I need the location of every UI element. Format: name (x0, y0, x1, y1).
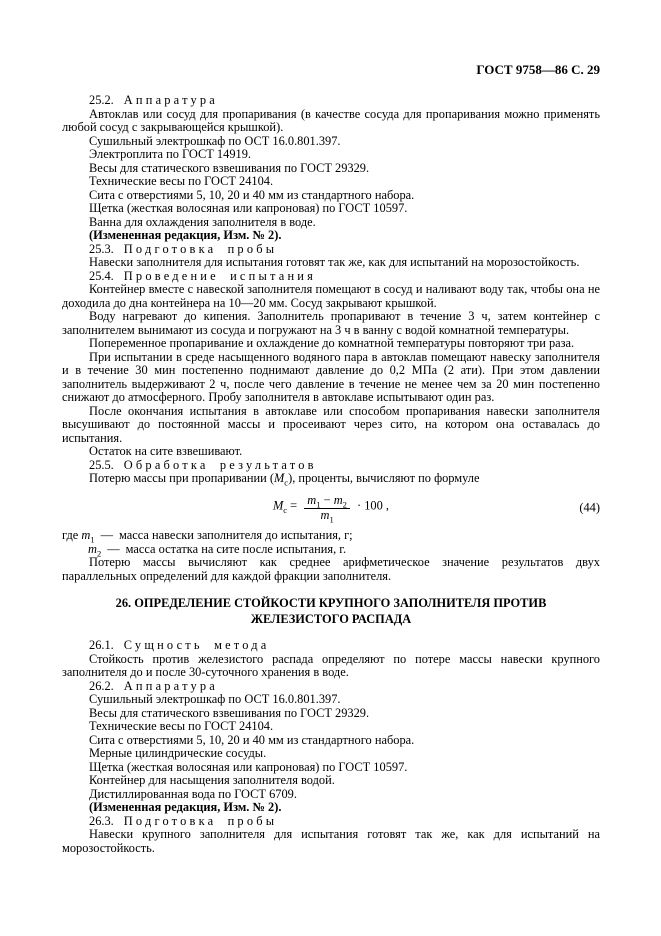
section-26-title-line-1: 26. ОПРЕДЕЛЕНИЕ СТОЙКОСТИ КРУПНОГО ЗАПОЛНИТЕЛЯ ПРОТИВ (115, 596, 547, 611)
clause-number: 25.5. (89, 457, 114, 472)
math-sub: 2 (96, 548, 102, 559)
amendment-note-2: (Измененная редакция, Изм. № 2). (89, 800, 282, 815)
paragraph-autoclave: Автоклав или сосуд для пропаривания (в качестве сосуда для пропаривания можно применять любой сосуд с закрывающейся крышкой). (62, 106, 600, 134)
paragraph-autoclave-test: При испытании в среде насыщенного водяного пара в автоклав помещают навеску заполнителя и в течение 30 мин постепенно поднимают давление до 0,2 МПа (2 ати). При этом давлении заполнитель выдерживают 2 ч, после чего давление в течение не менее чем за 20 мин постепенно снижают до атмосферного. Пробу заполнителя в автоклаве испытывают один раз. (62, 349, 600, 404)
math-var: М (273, 471, 285, 485)
clause-heading-26-1 (62, 639, 600, 653)
clause-heading-25-5 (62, 459, 600, 473)
text-run: масса навески заполнителя до испытания, г; (118, 528, 353, 543)
dash: — (100, 528, 113, 543)
paragraph-formula-intro (62, 472, 600, 486)
clause-title: Аппаратура (123, 678, 219, 693)
minus-sign: − (323, 492, 331, 507)
clause-heading-25-3 (62, 243, 600, 257)
paragraph-distilled-water: Дистиллированная вода по ГОСТ 6709. (89, 786, 297, 801)
paragraph-drying-oven-2: Сушильный электрошкаф по ОСТ 16.0.801.397. (89, 692, 341, 707)
paragraph-static-scales-2: Весы для статического взвешивания по ГОСТ 29329. (89, 705, 370, 720)
math-sub: 2 (342, 498, 347, 509)
clause-title: Проведение испытания (123, 268, 317, 283)
paragraph-bath: Ванна для охлаждения заполнителя в воде. (89, 214, 316, 229)
clause-title: Подготовка пробы (123, 241, 278, 256)
math-sub: с (284, 477, 289, 488)
clause-number: 25.4. (89, 268, 114, 283)
doc-header-ref: ГОСТ 9758—86 С. 29 (476, 62, 600, 77)
text-run: Потерю массы при пропаривании ( (89, 471, 274, 485)
formula-44 (273, 494, 389, 524)
math-sub: 1 (316, 498, 321, 509)
text-run: ), проценты, вычисляют по формуле (288, 471, 480, 485)
paragraph-sample-prep-2: Навески крупного заполнителя для испытания готовят так же, как для испытаний на морозостойкость. (62, 827, 600, 855)
paragraph-brush-2: Щетка (жесткая волосяная или капроновая) по ГОСТ 10597. (89, 759, 408, 774)
clause-heading-25-4 (62, 270, 600, 284)
clause-title: Обработка результатов (123, 457, 317, 472)
paragraph-container: Контейнер вместе с навеской заполнителя помещают в сосуд и наливают воду так, чтобы она не доходила до дна контейнера на 10—20 мм. Сосуд закрывают крышкой. (62, 282, 600, 310)
paragraph-after-test: После окончания испытания в автоклаве или способом пропаривания навески заполнителя высушивают до постоянной массы и просеивают через сито, на котором она оставалась до испытания. (62, 403, 600, 445)
fraction (304, 494, 350, 524)
fraction-denominator (304, 509, 350, 523)
clause-heading-26-3 (62, 815, 600, 829)
paragraph-residue: Остаток на сите взвешивают. (89, 444, 243, 458)
paragraph-sample-prep: Навески заполнителя для испытания готовят так же, как для испытаний на морозостойкость. (89, 255, 580, 269)
math-var: m (81, 528, 91, 543)
math-var: m (88, 541, 97, 556)
paragraph-brush: Щетка (жесткая волосяная или капроновая) по ГОСТ 10597. (89, 201, 408, 215)
clause-heading-26-2 (62, 680, 600, 694)
math-var: m (307, 492, 317, 507)
paragraph-technical-scales: Технические весы по ГОСТ 24104. (89, 174, 274, 188)
section-26-heading (62, 596, 600, 627)
paragraph-static-scales: Весы для статического взвешивания по ГОСТ 29329. (89, 160, 370, 175)
paragraph-mass-loss-average: Потерю массы вычисляют как среднее арифметическое значение результатов двух параллельных определений для каждой фракции заполнителя. (62, 555, 600, 583)
formula-row (62, 494, 600, 524)
clause-number: 26.1. (89, 638, 114, 653)
clause-title: Подготовка пробы (123, 813, 278, 828)
clause-number: 26.3. (89, 813, 114, 828)
clause-title: Сущность метода (123, 638, 270, 653)
clause-title: Аппаратура (123, 93, 219, 107)
amendment-note: (Измененная редакция, Изм. № 2). (89, 228, 282, 242)
math-var: m (320, 508, 330, 523)
math-sub: 1 (329, 514, 334, 525)
fraction-numerator (304, 494, 350, 510)
clause-number: 26.2. (89, 678, 114, 693)
paragraph-drying-oven: Сушильный электрошкаф по ОСТ 16.0.801.397. (89, 133, 341, 148)
doc-body (62, 94, 600, 855)
paragraph-sieves-2: Сита с отверстиями 5, 10, 20 и 40 мм из стандартного набора. (89, 732, 415, 747)
paragraph-method-essence: Стойкость против железистого распада определяют по потере массы навески крупного заполнителя до и после 30-суточного хранения в воде. (62, 651, 600, 680)
equation-number: (44) (579, 500, 600, 515)
clause-heading-25-2 (62, 94, 600, 108)
paragraph-electric-stove: Электроплита по ГОСТ 14919. (89, 147, 252, 161)
paragraph-alternation: Попеременное пропаривание и охлаждение до комнатной температуры повторяют три раза. (89, 336, 575, 350)
paragraph-measuring-vessels: Мерные цилиндрические сосуды. (89, 746, 267, 761)
paragraph-saturation-container: Контейнер для насыщения заполнителя водой. (89, 773, 335, 788)
math-var: m (333, 492, 343, 507)
clause-number: 25.3. (89, 241, 114, 256)
paragraph-sieves: Сита с отверстиями 5, 10, 20 и 40 мм из стандартного набора. (89, 187, 415, 202)
equals-sign: = (290, 497, 298, 512)
clause-number: 25.2. (89, 93, 114, 107)
paragraph-boiling: Воду нагревают до кипения. Заполнитель пропаривают в течение 3 ч, затем контейнер с заполнителем вынимают из сосуда и погружают на 3 ч в ванну с водой комнатной температуры. (62, 309, 600, 337)
text-run: масса остатка на сите после испытания, г. (125, 541, 347, 556)
text-run: где (62, 528, 79, 543)
dash: — (107, 541, 120, 556)
paragraph-technical-scales-2: Технические весы по ГОСТ 24104. (89, 719, 274, 734)
math-sub: c (283, 504, 288, 515)
where-clause-line-2 (62, 543, 600, 557)
section-26-title-line-2: ЖЕЛЕЗИСТОГО РАСПАДА (250, 611, 412, 626)
formula-factor: · 100 , (357, 497, 390, 512)
math-sub: 1 (90, 534, 95, 545)
math-var: M (272, 497, 284, 512)
where-clause-line-1 (62, 529, 600, 543)
